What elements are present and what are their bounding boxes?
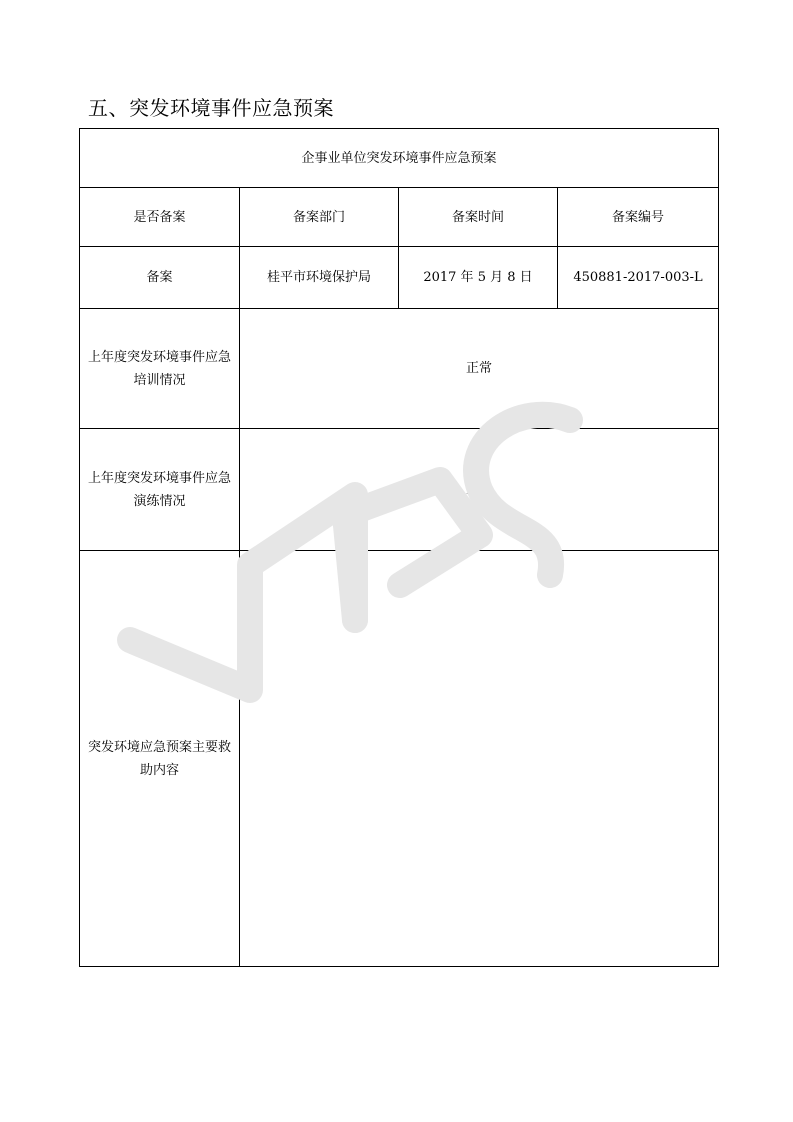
drill-value: 正常 bbox=[240, 429, 719, 551]
drill-label-cell bbox=[80, 429, 240, 551]
training-row bbox=[80, 309, 719, 429]
rescue-label-cell bbox=[80, 551, 240, 967]
section-heading: 五、突发环境事件应急预案 bbox=[88, 96, 334, 120]
drill-row bbox=[80, 429, 719, 551]
record-date: 2017 年 5 月 8 日 bbox=[399, 247, 558, 309]
table-header-row bbox=[80, 188, 719, 247]
training-label-cell bbox=[80, 309, 240, 429]
header-date: 备案时间 bbox=[399, 188, 558, 247]
rescue-row bbox=[80, 551, 719, 967]
emergency-plan-table bbox=[79, 128, 719, 967]
header-filed: 是否备案 bbox=[80, 188, 240, 247]
table-title: 企事业单位突发环境事件应急预案 bbox=[80, 129, 719, 188]
record-number: 450881-2017-003-L bbox=[558, 247, 719, 309]
training-value: 正常 bbox=[240, 309, 719, 429]
record-row bbox=[80, 247, 719, 309]
record-department: 桂平市环境保护局 bbox=[240, 247, 399, 309]
header-department: 备案部门 bbox=[240, 188, 399, 247]
drill-label: 上年度突发环境事件应急演练情况 bbox=[87, 470, 231, 509]
training-label: 上年度突发环境事件应急培训情况 bbox=[87, 349, 231, 388]
rescue-label: 突发环境应急预案主要救助内容 bbox=[87, 739, 231, 778]
header-number: 备案编号 bbox=[558, 188, 719, 247]
record-filed: 备案 bbox=[80, 247, 240, 309]
rescue-content bbox=[240, 551, 719, 967]
table-title-row bbox=[80, 129, 719, 188]
